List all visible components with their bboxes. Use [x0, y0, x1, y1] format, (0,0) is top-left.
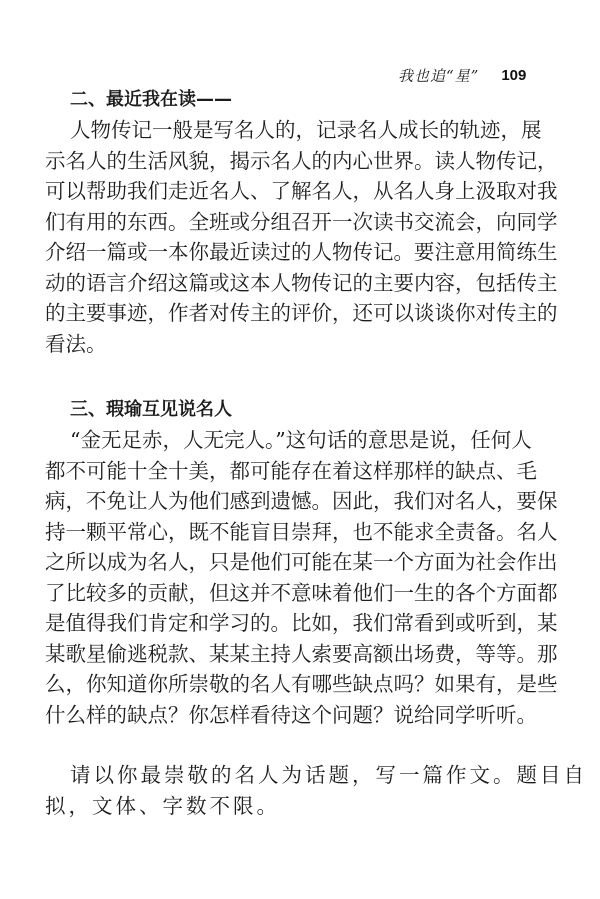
- text-line: 请以你最崇敬的名人为话题，写一篇作文。题目自: [70, 763, 587, 787]
- text-line: 看法。: [45, 331, 107, 356]
- text-line: 么，你知道你所崇敬的名人有哪些缺点吗？如果有，是些: [45, 672, 558, 696]
- section-body-flaws: [45, 425, 558, 730]
- text-line: 某歌星偷逃税款、某某主持人索要高额出场费，等等。那: [45, 641, 558, 666]
- text-line: “金无足赤，人无完人。”这句话的意思是说，任何人: [70, 428, 532, 452]
- text-line: 什么样的缺点？你怎样看待这个问题？说给同学听听。: [45, 702, 537, 727]
- text-line: 都不可能十全十美，都可能存在着这样那样的缺点、毛: [45, 458, 537, 483]
- running-header: [398, 62, 526, 88]
- section-heading-flaws: 三、瑕瑜互见说名人: [70, 399, 232, 420]
- text-line: 可以帮助我们走近名人、了解名人，从名人身上汲取对我: [45, 179, 558, 203]
- page-number: 109: [501, 66, 527, 84]
- text-line: 的主要事迹，作者对传主的评价，还可以谈谈你对传主的: [45, 301, 558, 325]
- text-line: 介绍一篇或一本你最近读过的人物传记。要注意用简练生: [45, 240, 558, 264]
- writing-assignment: [45, 760, 587, 821]
- text-line: 了比较多的贡献，但这并不意味着他们一生的各个方面都: [45, 580, 558, 605]
- section-body-reading: [45, 115, 558, 359]
- text-line: 是值得我们肯定和学习的。比如，我们常看到或听到，某: [45, 611, 558, 635]
- text-line: 持一颗平常心，既不能盲目崇拜，也不能求全责备。名人: [45, 519, 558, 544]
- text-line: 动的语言介绍这篇或这本人物传记的主要内容，包括传主: [45, 270, 558, 295]
- text-line: 们有用的东西。全班或分组召开一次读书交流会，向同学: [45, 209, 558, 234]
- text-line: 病，不免让人为他们感到遗憾。因此，我们对名人，要保: [45, 489, 558, 513]
- section-heading-reading: 二、最近我在读——: [70, 89, 232, 110]
- text-line: 示名人的生活风貌，揭示名人的内心世界。读人物传记，: [45, 148, 558, 173]
- text-line: 之所以成为名人，只是他们可能在某一个方面为社会作出: [45, 550, 558, 574]
- text-line: 拟，文体、字数不限。: [45, 793, 280, 818]
- text-line: 人物传记一般是写名人的，记录名人成长的轨迹，展: [70, 118, 542, 142]
- chapter-title: 我也追“星”: [398, 66, 480, 85]
